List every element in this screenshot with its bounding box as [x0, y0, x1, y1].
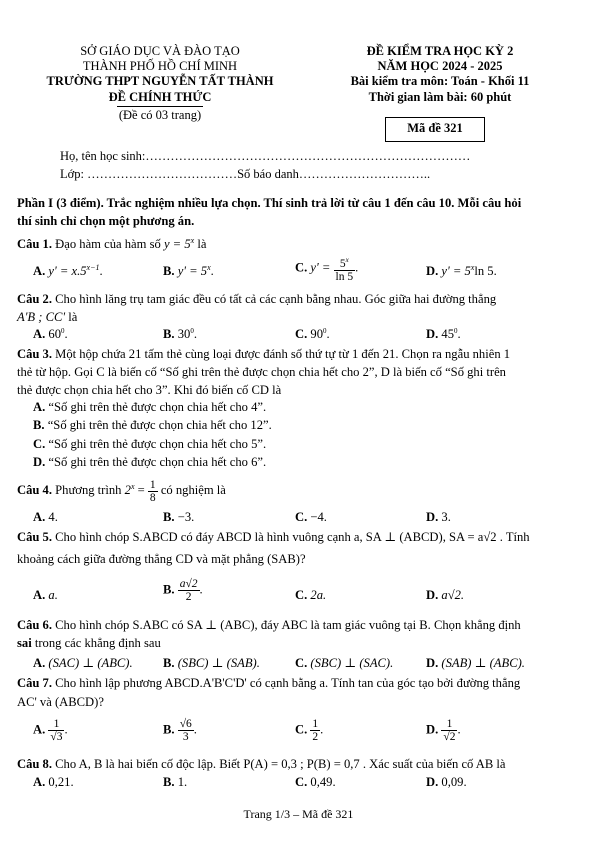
q5-option-c[interactable]: C. 2a.: [295, 588, 327, 602]
q5-option-d[interactable]: D. a√2.: [426, 588, 465, 602]
school-name: TRƯỜNG THPT NGUYỄN TẤT THÀNH: [46, 74, 274, 88]
page-count-note: (Đề có 03 trang): [118, 108, 202, 122]
q2-option-c[interactable]: C. $90^0$.: [295, 327, 330, 342]
exam-code: Mã đề 321: [407, 121, 463, 135]
q1-option-a[interactable]: A. $y' = x.5^{x-1}$.: [33, 263, 103, 279]
student-name-line: Họ, tên học sinh:……………………………………………………………………: [60, 149, 471, 163]
question-7: Câu 7. Cho hình lập phương ABCD.A'B'C'D' có cạnh bằng a. Tính tan của góc tạo bởi đường thẳng: [17, 676, 521, 690]
part1-title-cont: thí sinh chỉ chọn một phương án.: [17, 214, 195, 228]
question-5: Câu 5. Cho hình chóp S.ABCD có đáy ABCD là hình vuông cạnh a, SA ⊥ (ABCD), SA = a√2 . Tính: [17, 530, 530, 544]
question-5-cont: khoảng cách giữa đường thẳng CD và mặt phẳng (SAB)?: [17, 552, 306, 566]
q4-option-a[interactable]: A. 4.: [33, 510, 58, 524]
question-1: Câu 1. Đạo hàm của hàm số $y = 5^x$ là: [17, 236, 207, 252]
q4-option-d[interactable]: D. 3.: [426, 510, 451, 524]
q2-option-b[interactable]: B. $30^0$.: [163, 327, 197, 342]
question-3-line3: thẻ được chọn chia hết cho 3”. Khi đó biến cố CD là: [17, 383, 282, 397]
official-underline: [117, 106, 203, 107]
q5-option-a[interactable]: A. a.: [33, 588, 58, 602]
question-3: Câu 3. Một hộp chứa 21 tấm thẻ cùng loại được đánh số thứ tự từ 1 đến 21. Chọn ra ngẫu nhiên 1: [17, 347, 511, 361]
q7-option-d[interactable]: D. $\frac{1}{√2}$ .: [426, 718, 461, 743]
q4-option-b[interactable]: B. −3.: [163, 510, 195, 524]
q6-option-d[interactable]: D. (SAB) ⊥ (ABC).: [426, 656, 525, 670]
official-label: ĐỀ CHÍNH THỨC: [108, 90, 212, 104]
q8-option-b[interactable]: B. 1.: [163, 775, 188, 789]
q8-option-a[interactable]: A. 0,21.: [33, 775, 74, 789]
q4-option-c[interactable]: C. −4.: [295, 510, 327, 524]
q3-option-b[interactable]: B. “Số ghi trên thẻ được chọn chia hết cho 12”.: [33, 418, 272, 432]
q1-option-c[interactable]: C. y' = $\frac{5^x}{\ln 5}$ .: [295, 256, 359, 283]
question-3-line2: thẻ từ hộp. Gọi C là biến cố “Số ghi trên thẻ được chọn chia hết cho 2”, D là biến cố “Số ghi trên: [17, 365, 506, 379]
question-6: Câu 6. Cho hình chóp S.ABC có SA ⊥ (ABC), đáy ABC là tam giác vuông tại B. Chọn khẳng định: [17, 618, 521, 632]
page-footer: Trang 1/3 – Mã đề 321: [243, 807, 354, 821]
q7-option-b[interactable]: B. $\frac{√6}{3}$ .: [163, 718, 197, 743]
q5-option-b[interactable]: B. $\frac{a√2}{2}$ .: [163, 578, 203, 603]
q1-option-d[interactable]: D. $y' = 5^x\ln$ 5.: [426, 263, 497, 279]
q7-option-c[interactable]: C. $\frac{1}{2}$ .: [295, 718, 324, 743]
duration-line: Thời gian làm bài: 60 phút: [368, 90, 512, 104]
q1-option-b[interactable]: B. $y' = 5^x$.: [163, 263, 214, 279]
dept-name: SỞ GIÁO DỤC VÀ ĐÀO TẠO: [80, 44, 240, 58]
question-7-cont: AC' và (ABCD)?: [17, 695, 104, 709]
q6-option-a[interactable]: A. (SAC) ⊥ (ABC).: [33, 656, 133, 670]
question-2: Câu 2. Cho hình lăng trụ tam giác đều có tất cả các cạnh bằng nhau. Góc giữa hai đường thẳng: [17, 292, 497, 306]
question-8: Câu 8. Cho A, B là hai biến cố độc lập. Biết P(A) = 0,3 ; P(B) = 0,7 . Xác suất của biến cố AB là: [17, 757, 506, 771]
question-6-cont: sai trong các khẳng định sau: [17, 636, 161, 650]
q3-option-d[interactable]: D. “Số ghi trên thẻ được chọn chia hết cho 6”.: [33, 455, 267, 469]
exam-title: ĐỀ KIỂM TRA HỌC KỲ 2: [366, 44, 514, 58]
class-number-line: Lớp: ………………………………Số báo danh…………………………..: [60, 167, 431, 181]
q2-option-d[interactable]: D. $45^0$.: [426, 327, 461, 342]
q8-option-d[interactable]: D. 0,09.: [426, 775, 467, 789]
city-name: THÀNH PHỐ HỒ CHÍ MINH: [82, 59, 238, 73]
subject-line: Bài kiểm tra môn: Toán - Khối 11: [350, 74, 530, 88]
q6-option-b[interactable]: B. (SBC) ⊥ (SAB).: [163, 656, 260, 670]
q2-option-a[interactable]: A. $60^0$.: [33, 327, 68, 342]
school-year: NĂM HỌC 2024 - 2025: [377, 59, 503, 73]
q3-option-a[interactable]: A. “Số ghi trên thẻ được chọn chia hết cho 4”.: [33, 400, 267, 414]
question-4: Câu 4. Phương trình 2$^x$ = $\frac{1}{8}$ có nghiệm là: [17, 478, 226, 504]
q7-option-a[interactable]: A. $\frac{1}{√3}$ .: [33, 718, 68, 743]
question-2-cont: A'B ; CC' là: [17, 310, 78, 324]
q8-option-c[interactable]: C. 0,49.: [295, 775, 336, 789]
q6-option-c[interactable]: C. (SBC) ⊥ (SAC).: [295, 656, 394, 670]
q3-option-c[interactable]: C. “Số ghi trên thẻ được chọn chia hết cho 5”.: [33, 437, 267, 451]
part1-title: Phần I (3 điểm). Trắc nghiệm nhiều lựa chọn. Thí sinh trả lời từ câu 1 đến câu 10. Mỗi câu hỏi: [17, 196, 522, 210]
